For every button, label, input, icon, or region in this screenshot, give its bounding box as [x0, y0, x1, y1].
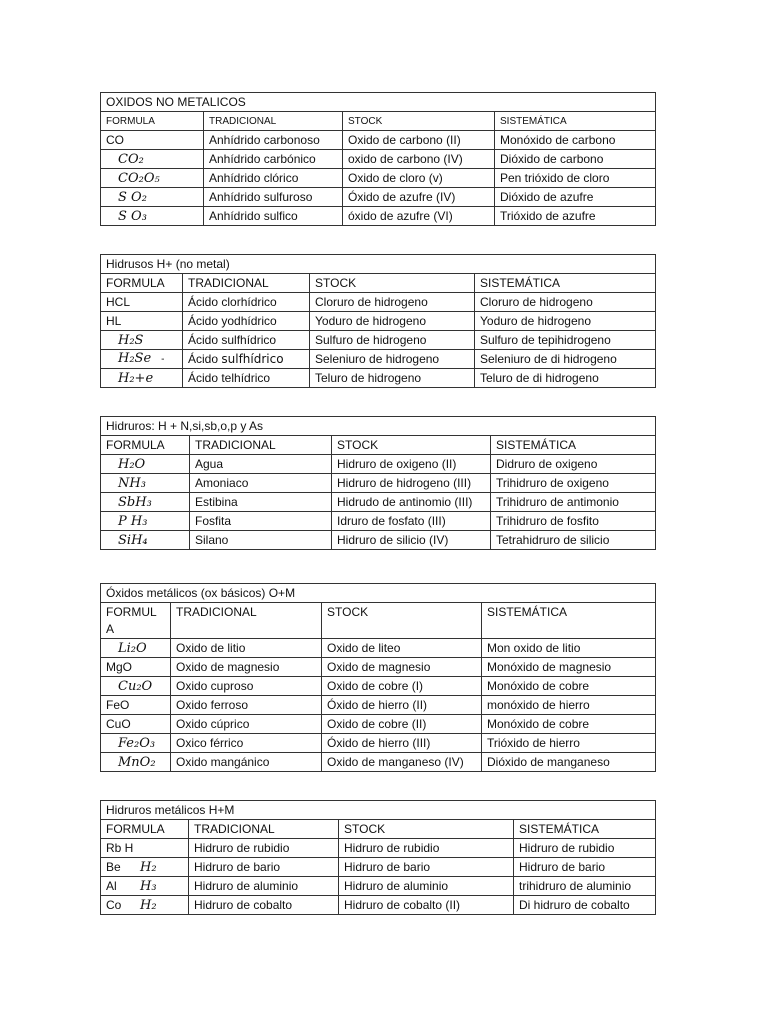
sistematica-cell: Trihidruro de fosfito — [491, 512, 656, 531]
table-row — [101, 474, 656, 493]
table-row — [101, 369, 656, 388]
formula-cell — [101, 512, 190, 531]
stock-cell: Idruro de fosfato (III) — [332, 512, 491, 531]
table-row — [101, 455, 656, 474]
table-row — [101, 331, 656, 350]
table-row — [101, 734, 656, 753]
table-row — [101, 715, 656, 734]
table-row — [101, 169, 656, 188]
tradicional-cell: Anhídrido carbónico — [204, 150, 343, 169]
header-tradicional: TRADICIONAL — [183, 274, 310, 293]
table-row — [101, 131, 656, 150]
tradicional-cell: Ácido clorhídrico — [183, 293, 310, 312]
table-title: Hidruros metálicos H+M — [101, 801, 656, 820]
sistematica-cell: trihidruro de aluminio — [514, 877, 656, 896]
sistematica-cell: Monóxido de cobre — [482, 715, 656, 734]
header-stock: STOCK — [322, 603, 482, 639]
stock-cell: Hidruro de silicio (IV) — [332, 531, 491, 550]
table-row — [101, 658, 656, 677]
sistematica-cell: Di hidruro de cobalto — [514, 896, 656, 915]
header-tradicional: TRADICIONAL — [171, 603, 322, 639]
tradicional-cell: Anhídrido carbonoso — [204, 131, 343, 150]
formula-cell: HCL — [101, 293, 183, 312]
formula-cell: CuO — [101, 715, 171, 734]
formula-mark: - — [161, 354, 165, 365]
stock-cell: Óxido de hierro (III) — [322, 734, 482, 753]
tradicional-cell: Fosfita — [190, 512, 332, 531]
tradicional-cell: Oxido cuproso — [171, 677, 322, 696]
formula-cell: Rb H — [101, 839, 189, 858]
sistematica-cell: Trihidruro de oxigeno — [491, 474, 656, 493]
formula-text: H₂S — [118, 332, 144, 348]
table-row — [101, 293, 656, 312]
header-stock: STOCK — [343, 112, 495, 131]
sistematica-cell: monóxido de hierro — [482, 696, 656, 715]
sistematica-cell: Dióxido de manganeso — [482, 753, 656, 772]
stock-cell: Hidruro de bario — [339, 858, 514, 877]
formula-cell — [101, 188, 204, 207]
formula-cell — [101, 877, 189, 896]
stock-cell: Oxido de cobre (II) — [322, 715, 482, 734]
formula-text: CO₂ — [118, 151, 144, 167]
sistematica-cell: Didruro de oxigeno — [491, 455, 656, 474]
table-oxidos-no-metalicos — [100, 92, 656, 226]
table-row — [101, 150, 656, 169]
tradicional-cell: Ácido sulfhídrico — [183, 331, 310, 350]
formula-cell — [101, 493, 190, 512]
header-formula: FORMULA — [101, 274, 183, 293]
table-row — [101, 207, 656, 226]
tradicional-cell: Hidruro de bario — [189, 858, 339, 877]
formula-cell — [101, 169, 204, 188]
formula-text: MnO₂ — [118, 754, 156, 770]
table-row — [101, 696, 656, 715]
formula-cell — [101, 331, 183, 350]
formula-text: Cu₂O — [118, 678, 153, 694]
stock-cell: oxido de carbono (IV) — [343, 150, 495, 169]
table-title: OXIDOS NO METALICOS — [101, 93, 656, 112]
tradicional-cell: Anhídrido sulfuroso — [204, 188, 343, 207]
formula-text: H₂O — [118, 456, 146, 472]
stock-cell: Oxido de cobre (I) — [322, 677, 482, 696]
header-sistematica: SISTEMÁTICA — [475, 274, 656, 293]
tradicional-cell: Oxido de litio — [171, 639, 322, 658]
formula-text: S O₂ — [118, 189, 147, 205]
sistematica-cell: Hidruro de bario — [514, 858, 656, 877]
formula-cell — [101, 350, 183, 369]
formula-text: NH₃ — [118, 475, 146, 491]
tradicional-cell: Oxido de magnesio — [171, 658, 322, 677]
header-stock: STOCK — [339, 820, 514, 839]
sistematica-cell: Teluro de di hidrogeno — [475, 369, 656, 388]
stock-cell: Hidruro de cobalto (II) — [339, 896, 514, 915]
header-formula: FORMULA — [101, 436, 190, 455]
table-row — [101, 753, 656, 772]
header-tradicional: TRADICIONAL — [190, 436, 332, 455]
stock-cell: Oxido de cloro (v) — [343, 169, 495, 188]
formula-text: H₂Se — [118, 351, 152, 366]
sistematica-cell: Monóxido de cobre — [482, 677, 656, 696]
table-hidruros-metalicos — [100, 800, 656, 915]
sistematica-cell: Trióxido de hierro — [482, 734, 656, 753]
tradicional-cell: Agua — [190, 455, 332, 474]
sistematica-cell: Mon oxido de litio — [482, 639, 656, 658]
table-hidruros — [100, 416, 656, 550]
table-row — [101, 350, 656, 369]
table-row — [101, 512, 656, 531]
formula-cell — [101, 369, 183, 388]
tradicional-cell: Oxico férrico — [171, 734, 322, 753]
header-sistematica: SISTEMÁTICA — [514, 820, 656, 839]
header-formula: FORMULA — [101, 112, 204, 131]
stock-cell: Seleniuro de hidrogeno — [310, 350, 475, 369]
formula-text: SbH₃ — [118, 494, 152, 510]
table-row — [101, 677, 656, 696]
table-row — [101, 188, 656, 207]
table-row — [101, 877, 656, 896]
tradicional-text-a: Ácido — [188, 351, 219, 366]
stock-cell: Oxido de magnesio — [322, 658, 482, 677]
tradicional-cell: Estibina — [190, 493, 332, 512]
formula-text: SiH₄ — [118, 532, 148, 548]
formula-text: H₂+e — [118, 370, 154, 386]
sistematica-cell: Seleniuro de di hidrogeno — [475, 350, 656, 369]
table-title: Hidruros: H + N,si,sb,o,p y As — [101, 417, 656, 436]
stock-cell: Hidruro de hidrogeno (III) — [332, 474, 491, 493]
sistematica-cell: Hidruro de rubidio — [514, 839, 656, 858]
formula-cell — [101, 753, 171, 772]
formula-cell — [101, 150, 204, 169]
stock-cell: Oxido de liteo — [322, 639, 482, 658]
stock-cell: Oxido de manganeso (IV) — [322, 753, 482, 772]
formula-cell — [101, 207, 204, 226]
formula-text: P H₃ — [118, 513, 148, 529]
formula-cell — [101, 531, 190, 550]
formula-text: Li₂O — [118, 640, 147, 656]
sistematica-cell: Pen trióxido de cloro — [495, 169, 656, 188]
header-formula: FORMULA — [101, 820, 189, 839]
header-stock: STOCK — [332, 436, 491, 455]
stock-cell: Cloruro de hidrogeno — [310, 293, 475, 312]
metal-symbol: Be — [106, 859, 121, 874]
formula-cell — [101, 474, 190, 493]
table-hidrusos — [100, 254, 656, 388]
tradicional-cell: Hidruro de cobalto — [189, 896, 339, 915]
metal-symbol: Co — [106, 897, 122, 912]
tradicional-cell: Silano — [190, 531, 332, 550]
tradicional-cell: Ácido telhídrico — [183, 369, 310, 388]
tradicional-cell: Anhídrido sulfico — [204, 207, 343, 226]
table-row — [101, 896, 656, 915]
formula-cell — [101, 677, 171, 696]
formula-cell — [101, 639, 171, 658]
table-title: Hidrusos H+ (no metal) — [101, 255, 656, 274]
sistematica-cell: Monóxido de magnesio — [482, 658, 656, 677]
stock-cell: Teluro de hidrogeno — [310, 369, 475, 388]
tradicional-cell: Hidruro de rubidio — [189, 839, 339, 858]
formula-text: CO₂O₅ — [118, 170, 160, 186]
table-row — [101, 639, 656, 658]
tradicional-cell: Anhídrido clórico — [204, 169, 343, 188]
tradicional-cell: Oxido ferroso — [171, 696, 322, 715]
formula-text: S O₃ — [118, 208, 147, 224]
tradicional-cell: Ácido yodhídrico — [183, 312, 310, 331]
table-row — [101, 839, 656, 858]
formula-text: H₂ — [140, 859, 157, 875]
sistematica-cell: Trióxido de azufre — [495, 207, 656, 226]
sistematica-cell: Tetrahidruro de silicio — [491, 531, 656, 550]
stock-cell: Hidruro de oxigeno (II) — [332, 455, 491, 474]
formula-text: Fe₂O₃ — [118, 735, 156, 751]
table-oxidos-metalicos — [100, 583, 656, 772]
header-sistematica: SISTEMÁTICA — [495, 112, 656, 131]
stock-cell: Sulfuro de hidrogeno — [310, 331, 475, 350]
formula-text: H₃ — [140, 878, 157, 894]
sistematica-cell: Yoduro de hidrogeno — [475, 312, 656, 331]
header-sistematica: SISTEMÁTICA — [482, 603, 656, 639]
tradicional-cell: Oxido cúprico — [171, 715, 322, 734]
header-stock: STOCK — [310, 274, 475, 293]
formula-cell: CO — [101, 131, 204, 150]
table-row — [101, 312, 656, 331]
stock-cell: Óxido de hierro (II) — [322, 696, 482, 715]
table-title: Óxidos metálicos (ox básicos) O+M — [101, 584, 656, 603]
sistematica-cell: Sulfuro de tepihidrogeno — [475, 331, 656, 350]
table-row — [101, 531, 656, 550]
header-tradicional: TRADICIONAL — [189, 820, 339, 839]
stock-cell: Yoduro de hidrogeno — [310, 312, 475, 331]
header-tradicional: TRADICIONAL — [204, 112, 343, 131]
tradicional-text-b: sulfhídrico — [221, 351, 284, 366]
tradicional-cell — [183, 350, 310, 369]
header-formula: FORMUL A — [101, 603, 171, 639]
sistematica-cell: Monóxido de carbono — [495, 131, 656, 150]
tradicional-cell: Oxido mangánico — [171, 753, 322, 772]
tradicional-cell: Amoniaco — [190, 474, 332, 493]
sistematica-cell: Dióxido de azufre — [495, 188, 656, 207]
formula-cell — [101, 455, 190, 474]
metal-symbol: Al — [106, 878, 117, 893]
formula-cell — [101, 858, 189, 877]
stock-cell: Hidrudo de antinomio (III) — [332, 493, 491, 512]
formula-cell — [101, 734, 171, 753]
formula-cell: FeO — [101, 696, 171, 715]
stock-cell: óxido de azufre (VI) — [343, 207, 495, 226]
stock-cell: Hidruro de aluminio — [339, 877, 514, 896]
header-sistematica: SISTEMÁTICA — [491, 436, 656, 455]
formula-text: H₂ — [140, 897, 157, 913]
sistematica-cell: Cloruro de hidrogeno — [475, 293, 656, 312]
table-row — [101, 858, 656, 877]
stock-cell: Oxido de carbono (II) — [343, 131, 495, 150]
formula-cell: HL — [101, 312, 183, 331]
stock-cell: Hidruro de rubidio — [339, 839, 514, 858]
formula-cell: MgO — [101, 658, 171, 677]
tradicional-cell: Hidruro de aluminio — [189, 877, 339, 896]
stock-cell: Óxido de azufre (IV) — [343, 188, 495, 207]
formula-cell — [101, 896, 189, 915]
sistematica-cell: Dióxido de carbono — [495, 150, 656, 169]
table-row — [101, 493, 656, 512]
sistematica-cell: Trihidruro de antimonio — [491, 493, 656, 512]
